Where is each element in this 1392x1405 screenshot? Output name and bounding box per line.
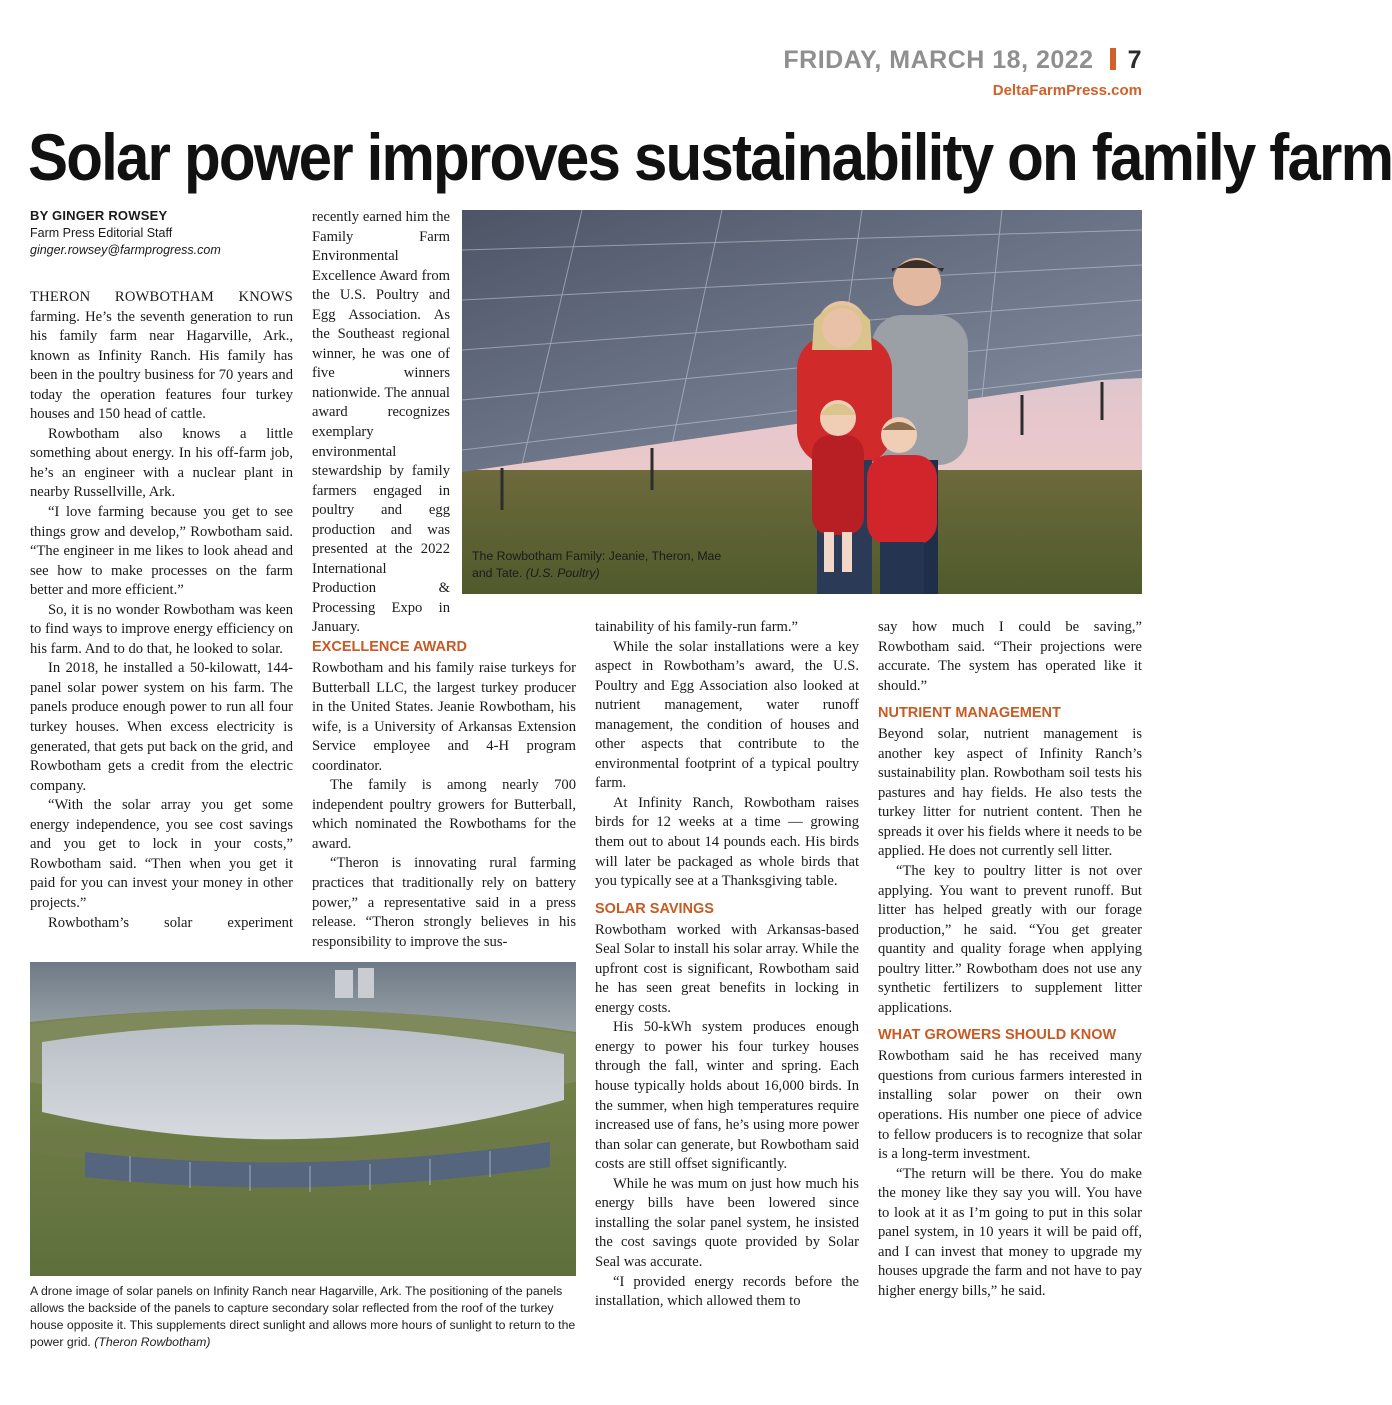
article-paragraph: The family is among nearly 700 independent poultry growers for Butterball, which nominated the Rowbothams for the award. [312,777,576,852]
article-paragraph: “I love farming because you get to see things grow and develop,” Rowbotham said. “The engineer in me likes to look ahead and see how to make processes on the farm better and more efficient.” [30,504,293,599]
article-paragraph: Rowbotham and his family raise turkeys for Butterball LLC, the largest turkey producer in the United States. Jeanie Rowbotham, his wife, is a University of Arkansas Extension Service employee and 4-H program coordinator. [312,660,576,774]
section-heading-nutrient-management: NUTRIENT MANAGEMENT [878,705,1061,722]
issue-date-line [783,46,1142,75]
article-paragraph: THERON ROWBOTHAM KNOWS farming. He’s the seventh generation to run his family farm near Hagarville, Ark., known as Infinity Ranch. His family has been in the poultry business for 70 years and today the operation features four turkey houses and 150 head of cattle. [30,289,293,423]
article-paragraph: recently earned him the Family Farm Environmental Excellence Award from the U.S. Poultry and Egg Association. As the Southeast regional winner, he was one of five winners nationwide. The annual award recognizes exemplary environmental stewardship by family farmers engaged in poultry and egg production and was presented at the 2022 International Production & Processing Expo in January. [312,209,450,636]
article-paragraph: “The return will be there. You do make the money like they say you will. You have to look at it as I’m going to put in this solar panel system, in 10 years it will be paid off, and I can invest that money to upgrade my houses upgrade the farm and not have to pay higher energy bills,” he said. [878,1165,1142,1299]
article-paragraph: say how much I could be saving,” Rowbotham said. “Their projections were accurate. The system has operated like it should.” [878,619,1142,694]
family-photo-illustration [462,210,1142,594]
article-column-3 [595,618,859,1312]
article-paragraph: Rowbotham worked with Arkansas-based Seal Solar to install his solar array. While the upfront cost is significant, Rowbotham said he has seen great benefits in locking in energy costs. [595,921,859,1016]
article-paragraph: Rowbotham’s solar experiment [48,914,293,931]
lead-in: THERON ROWBOTHAM KNOWS [30,289,293,305]
article-column-4 [878,618,1142,1302]
photo-credit: (Theron Rowbotham) [94,1335,211,1349]
article-paragraph: Rowbotham also knows a little something about energy. In his off-farm job, he’s an engineer with a nuclear plant in nearby Russellville, Ark. [30,425,293,501]
article-paragraph: “The key to poultry litter is not over applying. You want to prevent runoff. But litter has helped greatly with our forage production,” he said. “You get greater quantity and quality forage when applying poultry litter.” Rowbotham does not use any synthetic fertilizers to supplement litter applications. [878,863,1142,1016]
article-paragraph: While the solar installations were a key aspect in Rowbotham’s award, the U.S. Poultry and Egg Association also looked at nutrient management, water runoff management, the condition of houses and other aspects that contribute to the environmental footprint of a typical poultry farm. [595,638,859,792]
drone-photo [30,962,576,1276]
article-paragraph: So, it is no wonder Rowbotham was keen to find ways to improve energy efficiency on his farm. And to do that, he looked to solar. [30,601,293,657]
article-paragraph: “I provided energy records before the installation, which allowed them to [595,1273,859,1310]
article-paragraph: Rowbotham said he has received many questions from curious farmers interested in installing solar power on their own operations. His number one piece of advice to fellow producers is to recognize that solar is a long-term investment. [878,1048,1142,1163]
section-heading-what-growers-should-know: WHAT GROWERS SHOULD KNOW [878,1027,1117,1044]
article-column-2 [312,208,450,638]
article-paragraph: While he was mum on just how much his energy bills have been lowered since installing the solar panel system, he insisted the cost savings quote provided by Solar Seal was accurate. [595,1175,859,1270]
family-photo [462,210,1142,594]
orange-divider [1110,48,1116,70]
issue-date: FRIDAY, MARCH 18, 2022 [783,46,1094,74]
article-paragraph: At Infinity Ranch, Rowbotham raises birds for 12 weeks at a time — growing them out to about 14 pounds each. His birds will later be packaged as whole birds that you typically see at a Thanksgiving table. [595,794,859,890]
page-number: 7 [1127,46,1142,74]
article-paragraph: tainability of his family-run farm.” [595,619,799,635]
article-paragraph: Beyond solar, nutrient management is another key aspect of Infinity Ranch’s sustainability plan. Rowbotham soil tests his pastures and hay fields. He also tests the turkey litter for nutrient content. Then he spreads it over his fields where it needs to be applied. He does not currently sell litter. [878,726,1142,860]
article-column-2-lower [312,630,576,952]
drone-photo-illustration [30,962,576,1276]
section-heading-solar-savings: SOLAR SAVINGS [595,900,714,917]
byline [30,208,300,257]
article-paragraph: In 2018, he installed a 50-kilowatt, 144-panel solar power system on his farm. The panels produce enough power to run all four turkey houses. When excess electricity is generated, that gets put back on the grid, and Rowbotham gets a credit from the electric company. [30,660,293,794]
article-paragraph: “Theron is innovating rural farming practices that traditionally rely on battery power,” a representative said in a press release. “Theron strongly believes in his responsibility to improve the sus- [312,855,576,950]
family-photo-caption: The Rowbotham Family: Jeanie, Theron, Mae and Tate. (U.S. Poultry) [472,549,722,580]
author-name: BY GINGER ROWSEY [30,208,168,223]
section-heading-excellence-award: EXCELLENCE AWARD [312,639,467,655]
photo-credit: (U.S. Poultry) [525,566,600,580]
article-paragraph: His 50-kWh system produces enough energy to power his four turkey houses through the fall, winter and spring. Each house typically holds about 16,000 birds. In the summer, when high temperatures require increased use of fans, he’s using more power than solar can generate, but Rowbotham said costs are still offset significantly. [595,1019,859,1173]
author-role: Farm Press Editorial Staff [30,226,173,240]
author-email[interactable]: ginger.rowsey@farmprogress.com [30,243,221,257]
website-url[interactable]: DeltaFarmPress.com [992,82,1142,99]
article-column-1 [30,288,293,933]
drone-photo-caption: A drone image of solar panels on Infinity Ranch near Hagarville, Ark. The positioning of the panels allows the backside of the panels to capture secondary solar reflected from the roof of the turkey house opposite it. This supplements direct sunlight and allows more hours of sunlight to return to the power grid. (Theron Rowbotham) [30,1284,576,1349]
article-headline: Solar power improves sustainability on family farm [28,120,1392,194]
article-paragraph: “With the solar array you get some energy independence, you see cost savings and you get to lock in your costs,” Rowbotham said. “Then when you get it paid for you can invest your money in other projects.” [30,797,293,911]
